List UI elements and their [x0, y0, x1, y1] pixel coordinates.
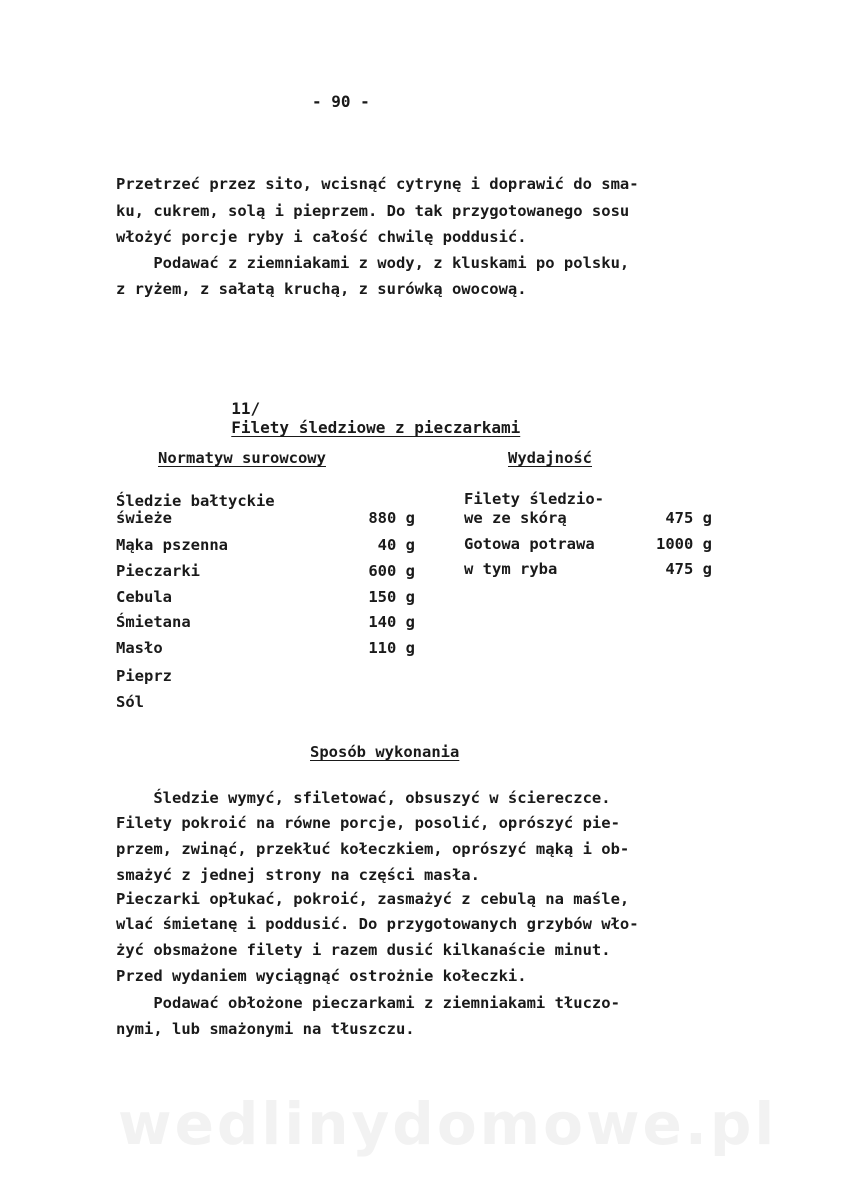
yield-heading: Wydajność [508, 449, 592, 467]
method-line: nymi, lub smażonymi na tłuszczu. [116, 1020, 415, 1038]
method-line: żyć obsmażone filety i razem dusić kilkanaście minut. [116, 941, 611, 959]
ingredient-name: Mąka pszenna [116, 536, 228, 554]
ingredient-qty: 40 g [377, 536, 415, 554]
ingredients-heading: Normatyw surowcowy [158, 449, 326, 467]
method-line: przem, zwinąć, przekłuć kołeczkiem, oprószyć mąką i ob- [116, 840, 630, 858]
ingredient-name: świeże [116, 509, 172, 527]
intro-line: Przetrzeć przez sito, wcisnąć cytrynę i doprawić do sma- [116, 175, 639, 193]
yield-qty: 475 g [665, 560, 712, 578]
recipe-name: Filety śledziowe z pieczarkami [231, 418, 521, 437]
method-heading: Sposób wykonania [310, 743, 460, 761]
ingredient-qty: 150 g [368, 588, 415, 606]
yield-qty: 475 g [665, 509, 712, 527]
method-line: Śledzie wymyć, sfiletować, obsuszyć w ściereczce. [116, 789, 611, 807]
method-line: smażyć z jednej strony na części masła. [116, 866, 480, 884]
ingredient-name: Śledzie bałtyckie [116, 492, 275, 510]
yield-qty: 1000 g [656, 535, 712, 553]
ingredient-name: Cebula [116, 588, 172, 606]
intro-line: z ryżem, z sałatą kruchą, z surówką owocową. [116, 280, 527, 298]
intro-line: włożyć porcje ryby i całość chwilę poddusić. [116, 228, 527, 246]
ingredient-qty: 140 g [368, 613, 415, 631]
method-line: Przed wydaniem wyciągnąć ostrożnie kołeczki. [116, 967, 527, 985]
ingredient-name: Sól [116, 693, 144, 711]
yield-name: Gotowa potrawa [464, 535, 595, 553]
method-line: Podawać obłożone pieczarkami z ziemniakami tłuczo- [116, 994, 620, 1012]
intro-line: Podawać z ziemniakami z wody, z kluskami po polsku, [116, 254, 630, 272]
yield-name: w tym ryba [464, 560, 558, 578]
yield-name: we ze skórą [464, 509, 567, 527]
page-number: - 90 - [312, 92, 370, 111]
recipe-title [212, 380, 520, 437]
ingredient-qty: 110 g [368, 639, 415, 657]
watermark: wedlinydomowe.pl [118, 1090, 778, 1158]
method-line: wlać śmietanę i poddusić. Do przygotowanych grzybów wło- [116, 915, 639, 933]
ingredient-qty: 880 g [368, 509, 415, 527]
ingredient-name: Śmietana [116, 613, 191, 631]
ingredient-qty: 600 g [368, 562, 415, 580]
ingredient-name: Pieczarki [116, 562, 200, 580]
method-line: Filety pokroić na równe porcje, posolić, oprószyć pie- [116, 814, 620, 832]
ingredient-name: Pieprz [116, 667, 172, 685]
method-line: Pieczarki opłukać, pokroić, zasmażyć z cebulą na maśle, [116, 890, 630, 908]
ingredient-name: Masło [116, 639, 163, 657]
recipe-number: 11/ [231, 399, 261, 418]
intro-line: ku, cukrem, solą i pieprzem. Do tak przygotowanego sosu [116, 202, 630, 220]
yield-name: Filety śledzio- [464, 490, 604, 508]
